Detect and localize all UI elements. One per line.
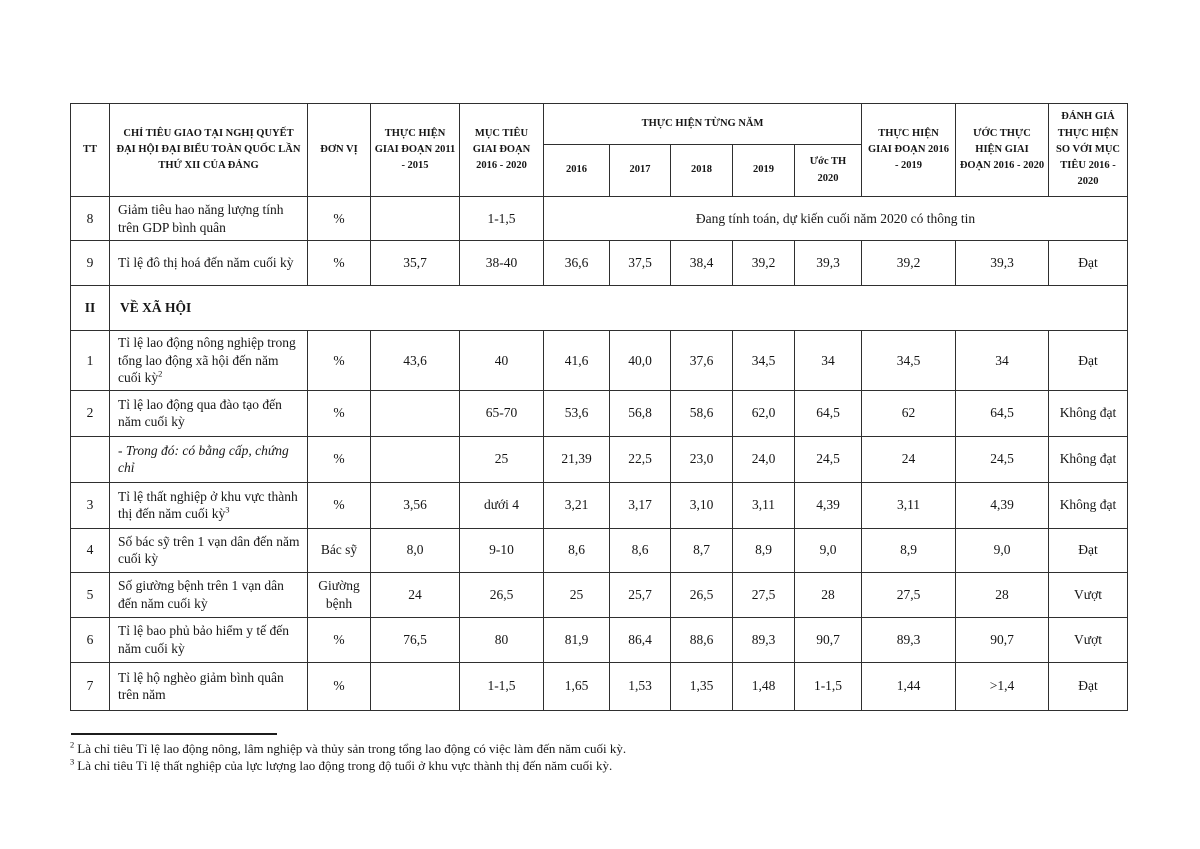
- header-year-2017: 2017: [610, 145, 671, 197]
- header-tt: TT: [71, 104, 110, 197]
- row-1: [71, 331, 1128, 391]
- cell-uth-2016-2020: 90,7: [956, 617, 1049, 662]
- cell-2018: 37,6: [671, 331, 733, 391]
- cell-2018: 1,35: [671, 662, 733, 710]
- cell-uth-2016-2020: 24,5: [956, 436, 1049, 482]
- cell-th-2016-2019: 62: [862, 390, 956, 436]
- cell-th-2011-2015: 43,6: [371, 331, 460, 391]
- cell-evaluation: Đạt: [1049, 241, 1128, 286]
- cell-uoc-th-2020: 64,5: [795, 390, 862, 436]
- cell-indicator: Tỉ lệ lao động qua đào tạo đến năm cuối kỳ: [110, 390, 308, 436]
- row-5: [71, 572, 1128, 617]
- cell-th-2016-2019: 34,5: [862, 331, 956, 391]
- header-year-2018: 2018: [671, 145, 733, 197]
- cell-th-2011-2015: 76,5: [371, 617, 460, 662]
- cell-2016: 36,6: [544, 241, 610, 286]
- cell-2017: 8,6: [610, 528, 671, 572]
- cell-mt-2016-2020: 1-1,5: [460, 662, 544, 710]
- cell-unit: %: [308, 617, 371, 662]
- cell-unit: %: [308, 436, 371, 482]
- cell-unit: %: [308, 390, 371, 436]
- cell-evaluation: Không đạt: [1049, 390, 1128, 436]
- cell-no: 5: [71, 572, 110, 617]
- cell-th-2011-2015: 24: [371, 572, 460, 617]
- cell-mt-2016-2020: 9-10: [460, 528, 544, 572]
- row-3: [71, 482, 1128, 528]
- header-indicator: CHỈ TIÊU GIAO TẠI NGHỊ QUYẾT ĐẠI HỘI ĐẠI BIỂU TOÀN QUỐC LẦN THỨ XII CỦA ĐẢNG: [110, 104, 308, 197]
- cell-th-2011-2015: 35,7: [371, 241, 460, 286]
- cell-2017: 22,5: [610, 436, 671, 482]
- cell-2016: 21,39: [544, 436, 610, 482]
- cell-evaluation: Không đạt: [1049, 482, 1128, 528]
- footnote-2: [70, 741, 1130, 758]
- cell-mt-2016-2020: 80: [460, 617, 544, 662]
- footnote-marker-3: 3: [70, 756, 75, 767]
- cell-2018: 58,6: [671, 390, 733, 436]
- indicator-text: Tỉ lệ thất nghiệp ở khu vực thành thị đến năm cuối kỳ: [118, 488, 298, 522]
- cell-uth-2016-2020: 39,3: [956, 241, 1049, 286]
- cell-uoc-th-2020: 39,3: [795, 241, 862, 286]
- header-year-uoc-th-2020: Ước TH 2020: [795, 145, 862, 197]
- cell-2019: 27,5: [733, 572, 795, 617]
- footnote-marker-2: 2: [70, 739, 75, 750]
- cell-unit: %: [308, 241, 371, 286]
- row-9: [71, 241, 1128, 286]
- cell-mt-2016-2020: 25: [460, 436, 544, 482]
- cell-indicator: [110, 331, 308, 391]
- cell-indicator: Số bác sỹ trên 1 vạn dân đến năm cuối kỳ: [110, 528, 308, 572]
- cell-2019: 8,9: [733, 528, 795, 572]
- cell-th-2011-2015: 3,56: [371, 482, 460, 528]
- cell-evaluation: Đạt: [1049, 662, 1128, 710]
- header-mt-2016-2020: MỤC TIÊU GIAI ĐOẠN 2016 - 2020: [460, 104, 544, 197]
- cell-2017: 56,8: [610, 390, 671, 436]
- cell-2016: 3,21: [544, 482, 610, 528]
- cell-2016: 1,65: [544, 662, 610, 710]
- indicator-text: Tỉ lệ lao động nông nghiệp trong tổng lao động xã hội đến năm cuối kỳ: [118, 335, 296, 386]
- footnote-text: Là chỉ tiêu Tỉ lệ thất nghiệp của lực lượng lao động trong độ tuổi ở khu vực thành thị đến năm cuối kỳ.: [77, 757, 613, 773]
- cell-mt-2016-2020: 1-1,5: [460, 197, 544, 241]
- cell-2016: 53,6: [544, 390, 610, 436]
- cell-2017: 37,5: [610, 241, 671, 286]
- cell-2017: 86,4: [610, 617, 671, 662]
- header-year-2016: 2016: [544, 145, 610, 197]
- cell-th-2011-2015: [371, 662, 460, 710]
- cell-mt-2016-2020: 26,5: [460, 572, 544, 617]
- cell-no: 3: [71, 482, 110, 528]
- cell-2018: 3,10: [671, 482, 733, 528]
- cell-th-2016-2019: 1,44: [862, 662, 956, 710]
- cell-unit: %: [308, 662, 371, 710]
- cell-indicator: Giảm tiêu hao năng lượng tính trên GDP bình quân: [110, 197, 308, 241]
- cell-no: 8: [71, 197, 110, 241]
- cell-2016: 41,6: [544, 331, 610, 391]
- row-4: [71, 528, 1128, 572]
- cell-th-2016-2019: 24: [862, 436, 956, 482]
- cell-2016: 8,6: [544, 528, 610, 572]
- cell-indicator: Số giường bệnh trên 1 vạn dân đến năm cuối kỳ: [110, 572, 308, 617]
- cell-no: [71, 436, 110, 482]
- header-row-group: [71, 104, 1128, 145]
- cell-uth-2016-2020: 28: [956, 572, 1049, 617]
- cell-unit: Bác sỹ: [308, 528, 371, 572]
- header-year-2019: 2019: [733, 145, 795, 197]
- cell-uth-2016-2020: 64,5: [956, 390, 1049, 436]
- cell-evaluation: Vượt: [1049, 617, 1128, 662]
- cell-indicator: [110, 482, 308, 528]
- cell-uth-2016-2020: 4,39: [956, 482, 1049, 528]
- cell-th-2016-2019: 89,3: [862, 617, 956, 662]
- cell-uth-2016-2020: 9,0: [956, 528, 1049, 572]
- header-th-2011-2015: THỰC HIỆN GIAI ĐOẠN 2011 - 2015: [371, 104, 460, 197]
- section-row-ii: [71, 286, 1128, 331]
- cell-mt-2016-2020: 65-70: [460, 390, 544, 436]
- cell-uoc-th-2020: 1-1,5: [795, 662, 862, 710]
- header-yearly-group: THỰC HIỆN TỪNG NĂM: [544, 104, 862, 145]
- cell-no: 6: [71, 617, 110, 662]
- cell-evaluation: Không đạt: [1049, 436, 1128, 482]
- cell-uoc-th-2020: 4,39: [795, 482, 862, 528]
- footnote-ref-3: 3: [225, 504, 230, 515]
- cell-unit: Giường bệnh: [308, 572, 371, 617]
- cell-th-2016-2019: 3,11: [862, 482, 956, 528]
- cell-indicator: Tỉ lệ hộ nghèo giảm bình quân trên năm: [110, 662, 308, 710]
- cell-no: II: [71, 286, 110, 331]
- cell-th-2011-2015: [371, 436, 460, 482]
- cell-2019: 24,0: [733, 436, 795, 482]
- cell-2018: 8,7: [671, 528, 733, 572]
- cell-uoc-th-2020: 9,0: [795, 528, 862, 572]
- footnote-3: [70, 758, 1130, 775]
- footnote-text: Là chỉ tiêu Tỉ lệ lao động nông, lâm nghiệp và thủy sản trong tổng lao động có việc làm đến năm cuối kỳ.: [77, 741, 627, 756]
- cell-unit: %: [308, 331, 371, 391]
- cell-2019: 3,11: [733, 482, 795, 528]
- cell-2017: 40,0: [610, 331, 671, 391]
- header-evaluation: ĐÁNH GIÁ THỰC HIỆN SO VỚI MỤC TIÊU 2016 - 2020: [1049, 104, 1128, 197]
- cell-uth-2016-2020: 34: [956, 331, 1049, 391]
- cell-th-2011-2015: [371, 390, 460, 436]
- cell-2019: 62,0: [733, 390, 795, 436]
- cell-evaluation: Vượt: [1049, 572, 1128, 617]
- cell-2018: 88,6: [671, 617, 733, 662]
- cell-evaluation: Đạt: [1049, 331, 1128, 391]
- footnotes: [70, 741, 1130, 774]
- cell-no: 4: [71, 528, 110, 572]
- cell-evaluation: Đạt: [1049, 528, 1128, 572]
- cell-2017: 25,7: [610, 572, 671, 617]
- cell-2018: 23,0: [671, 436, 733, 482]
- cell-uoc-th-2020: 24,5: [795, 436, 862, 482]
- cell-uoc-th-2020: 90,7: [795, 617, 862, 662]
- header-th-2016-2019: THỰC HIỆN GIAI ĐOẠN 2016 - 2019: [862, 104, 956, 197]
- cell-no: 2: [71, 390, 110, 436]
- cell-2019: 34,5: [733, 331, 795, 391]
- indicators-table: [70, 103, 1128, 711]
- cell-2019: 1,48: [733, 662, 795, 710]
- cell-mt-2016-2020: dưới 4: [460, 482, 544, 528]
- cell-2019: 89,3: [733, 617, 795, 662]
- cell-2016: 25: [544, 572, 610, 617]
- row-6: [71, 617, 1128, 662]
- cell-mt-2016-2020: 38-40: [460, 241, 544, 286]
- cell-no: 9: [71, 241, 110, 286]
- cell-2019: 39,2: [733, 241, 795, 286]
- cell-uth-2016-2020: >1,4: [956, 662, 1049, 710]
- cell-2018: 38,4: [671, 241, 733, 286]
- cell-th-2011-2015: [371, 197, 460, 241]
- footnote-separator: [71, 733, 277, 735]
- cell-uoc-th-2020: 28: [795, 572, 862, 617]
- header-uth-2016-2020: ƯỚC THỰC HIỆN GIAI ĐOẠN 2016 - 2020: [956, 104, 1049, 197]
- cell-2017: 3,17: [610, 482, 671, 528]
- row-8: [71, 197, 1128, 241]
- cell-unit: %: [308, 482, 371, 528]
- row-2-sub: [71, 436, 1128, 482]
- footnote-ref-2: 2: [158, 368, 163, 379]
- cell-note: Đang tính toán, dự kiến cuối năm 2020 có thông tin: [544, 197, 1128, 241]
- cell-uoc-th-2020: 34: [795, 331, 862, 391]
- header-unit: ĐƠN VỊ: [308, 104, 371, 197]
- cell-th-2016-2019: 8,9: [862, 528, 956, 572]
- cell-no: 1: [71, 331, 110, 391]
- cell-indicator: - Trong đó: có bằng cấp, chứng chỉ: [110, 436, 308, 482]
- cell-2017: 1,53: [610, 662, 671, 710]
- cell-th-2011-2015: 8,0: [371, 528, 460, 572]
- cell-th-2016-2019: 27,5: [862, 572, 956, 617]
- cell-2016: 81,9: [544, 617, 610, 662]
- cell-2018: 26,5: [671, 572, 733, 617]
- section-title: VỀ XÃ HỘI: [110, 286, 1128, 331]
- cell-no: 7: [71, 662, 110, 710]
- cell-th-2016-2019: 39,2: [862, 241, 956, 286]
- row-2: [71, 390, 1128, 436]
- cell-indicator: Tỉ lệ bao phủ bảo hiểm y tế đến năm cuối kỳ: [110, 617, 308, 662]
- cell-indicator: Tỉ lệ đô thị hoá đến năm cuối kỳ: [110, 241, 308, 286]
- row-7: [71, 662, 1128, 710]
- cell-mt-2016-2020: 40: [460, 331, 544, 391]
- cell-unit: %: [308, 197, 371, 241]
